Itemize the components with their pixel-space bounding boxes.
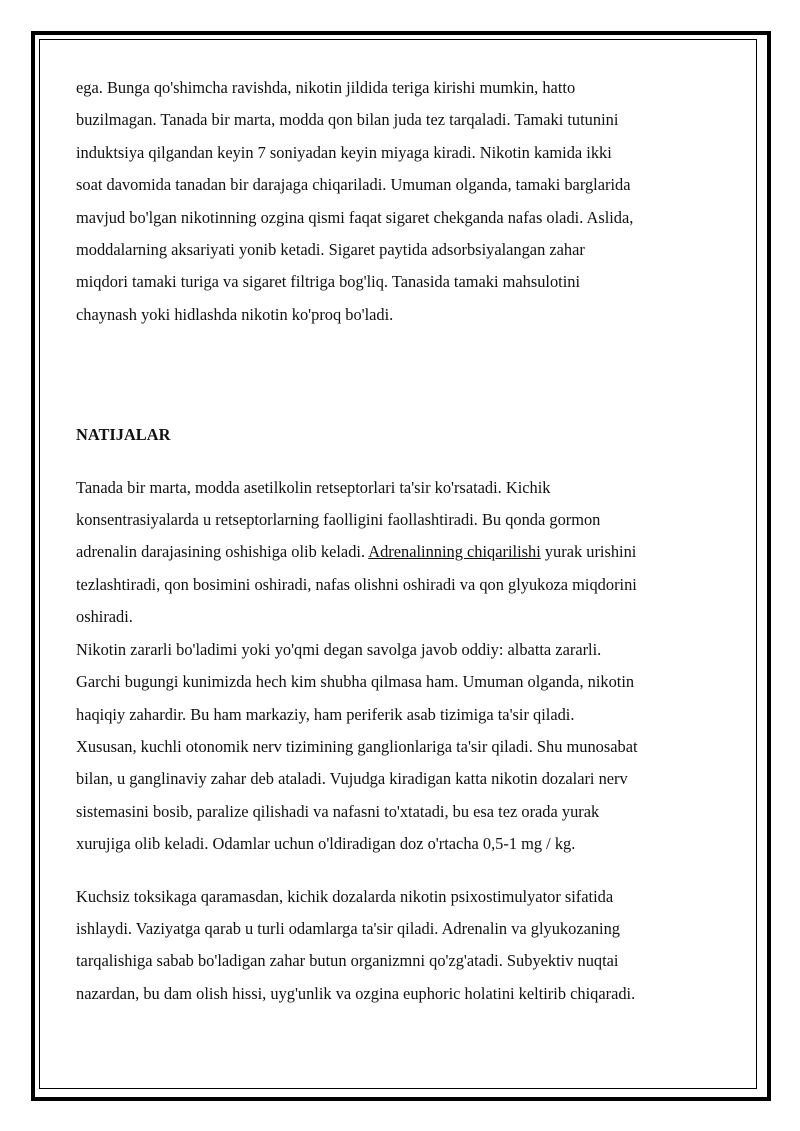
text-line: miqdori tamaki turiga va sigaret filtriga bog'liq. Tanasida tamaki mahsulotini	[76, 272, 581, 292]
text-line: xurujiga olib keladi. Odamlar uchun o'ldiradigan doz o'rtacha 0,5-1 mg / kg.	[76, 834, 576, 854]
text-line: bilan, u ganglinaviy zahar deb ataladi. Vujudga kiradigan katta nikotin dozalari nerv	[76, 769, 628, 789]
text-line: Kuchsiz toksikaga qaramasdan, kichik dozalarda nikotin psixostimulyator sifatida	[76, 886, 614, 906]
text-line: adrenalin darajasining oshishiga olib keladi.	[76, 542, 369, 562]
text-line: haqiqiy zahardir. Bu ham markaziy, ham periferik asab tizimiga ta'sir qiladi.	[76, 704, 575, 724]
text-line: moddalarning aksariyati yonib ketadi. Sigaret paytida adsorbsiyalangan zahar	[76, 240, 585, 260]
text-line: yurak urishini	[540, 542, 637, 562]
paragraph-3	[76, 634, 726, 861]
text-line: Xususan, kuchli otonomik nerv tizimining ganglionlariga ta'sir qiladi. Shu munosabat	[76, 736, 638, 756]
text-line: tarqalishiga sabab bo'ladigan zahar butun organizmni qo'zg'atadi. Subyektiv nuqtai	[76, 951, 619, 971]
adrenalin-link[interactable]: Adrenalinning chiqarilishi	[368, 542, 541, 562]
text-line: nazardan, bu dam olish hissi, uyg'unlik va ozgina euphoric holatini keltirib chiqaradi.	[76, 983, 636, 1003]
text-line: soat davomida tanadan bir darajaga chiqariladi. Umuman olganda, tamaki barglarida	[76, 175, 631, 195]
paragraph-4	[76, 881, 726, 1011]
paragraph-1	[76, 72, 726, 331]
text-line: tezlashtiradi, qon bosimini oshiradi, nafas olishni oshiradi va qon glyukoza miqdorini	[76, 574, 637, 594]
section-heading: NATIJALAR	[76, 425, 171, 445]
spacer	[76, 861, 726, 881]
text-line: induktsiya qilgandan keyin 7 soniyadan keyin miyaga kiradi. Nikotin kamida ikki	[76, 142, 612, 162]
text-line: oshiradi.	[76, 607, 133, 627]
spacer	[76, 331, 726, 395]
text-line: Garchi bugungi kunimizda hech kim shubha qilmasa ham. Umuman olganda, nikotin	[76, 672, 635, 692]
text-line: chaynash yoki hidlashda nikotin ko'proq bo'ladi.	[76, 304, 394, 324]
text-line: mavjud bo'lgan nikotinning ozgina qismi faqat sigaret chekganda nafas oladi. Aslida,	[76, 207, 634, 227]
text-line: Nikotin zararli bo'ladimi yoki yo'qmi degan savolga javob oddiy: albatta zararli.	[76, 639, 602, 659]
paragraph-2	[76, 472, 726, 634]
spacer	[76, 395, 726, 419]
text-line: ishlaydi. Vaziyatga qarab u turli odamlarga ta'sir qiladi. Adrenalin va glyukozaning	[76, 918, 621, 938]
text-line: ega. Bunga qo'shimcha ravishda, nikotin jildida teriga kirishi mumkin, hatto	[76, 78, 576, 97]
document-body	[76, 72, 726, 1010]
text-line: Tanada bir marta, modda asetilkolin retseptorlari ta'sir ko'rsatadi. Kichik	[76, 477, 551, 497]
text-line: buzilmagan. Tanada bir marta, modda qon bilan juda tez tarqaladi. Tamaki tutunini	[76, 110, 619, 130]
text-line: konsentrasiyalarda u retseptorlarning faolligini faollashtiradi. Bu qonda gormon	[76, 510, 601, 530]
text-line: sistemasini bosib, paralize qilishadi va nafasni to'xtatadi, bu esa tez orada yurak	[76, 801, 600, 821]
